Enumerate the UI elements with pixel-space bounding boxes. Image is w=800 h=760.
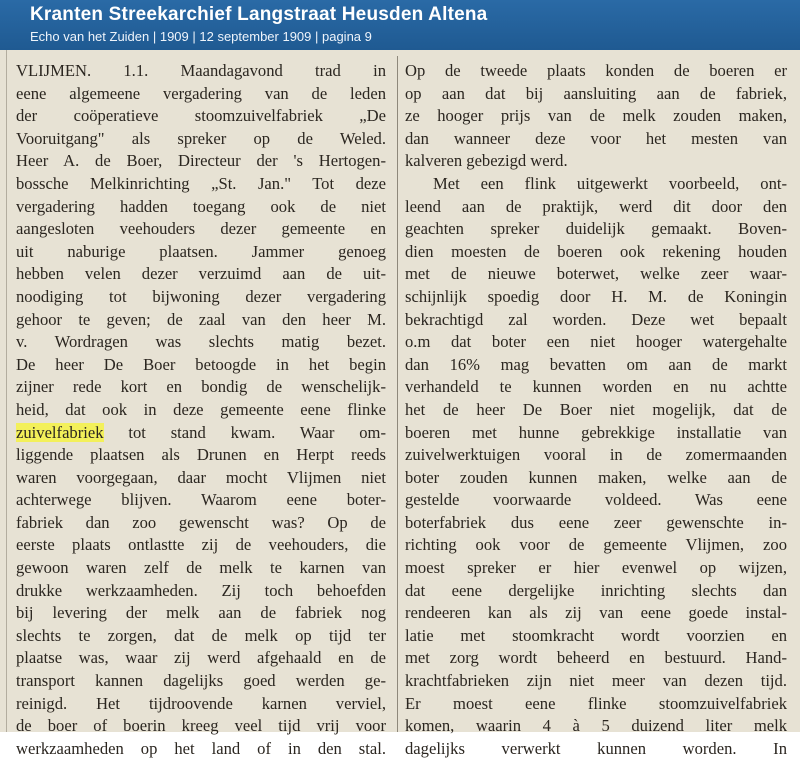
text-line: o.m dat boter een niet hooger watergehalte xyxy=(405,332,787,352)
text-line: boterfabriek dus eene zeer gewenschte in- xyxy=(405,512,787,532)
text-line: Er moest eene flinke stoomzuivelfabriek xyxy=(405,693,787,713)
text-line: moest spreker er hier evenwel op wijzen, xyxy=(405,558,787,578)
text-line: ze hooger prijs van de melk zouden maken, xyxy=(405,106,787,126)
text-line: dan wanneer deze voor het mesten van xyxy=(405,128,787,148)
text-line: kalveren gebezigd werd. xyxy=(405,151,568,171)
text-line: uit naburige plaatsen. Jammer genoeg xyxy=(16,241,386,261)
text-line: heid, dat ook in deze gemeente eene flinke xyxy=(16,399,386,419)
text-line: dagelijks verwerkt kunnen worden. In xyxy=(405,738,787,758)
text-line: Heer A. de Boer, Directeur der 's Hertogen- xyxy=(16,151,386,171)
right-column xyxy=(405,50,787,758)
archive-header xyxy=(0,0,800,50)
left-column xyxy=(16,50,386,758)
text-line: hebben velen dezer verzuimd aan de uit- xyxy=(16,264,386,284)
text-line: eene algemeene vergadering van de leden xyxy=(16,83,386,103)
text-line: verhandeld te kunnen worden en nu achtte xyxy=(405,377,787,397)
text-line: werkzaamheden op het land of in den stal. xyxy=(16,738,386,758)
archive-title[interactable]: Kranten Streekarchief Langstraat Heusden Altena xyxy=(30,4,488,25)
text-line: schijnlijk spoedig door H. M. de Koningin xyxy=(405,286,787,306)
text-line: krachtfabrieken zijn niet meer van dezen tijd. xyxy=(405,671,787,691)
page-edge xyxy=(6,50,7,732)
text-line: geachten spreker duidelijk gemaakt. Boven- xyxy=(405,219,787,239)
text-line: noodiging tot bijwoning dezer vergadering xyxy=(16,286,386,306)
publication-info: Echo van het Zuiden | 1909 | 12 september 1909 | pagina 9 xyxy=(30,29,372,44)
text-line: bossche Melkinrichting „St. Jan." Tot deze xyxy=(16,173,386,193)
text-line: plaatse was, waar zij werd afgehaald en de xyxy=(16,648,386,668)
text-line: achterwege blijven. Waarom eene boter- xyxy=(16,490,386,510)
text-line: drukke werkzaamheden. Zij toch behoefden xyxy=(16,580,386,600)
text-line: aangesloten veehouders dezer gemeente en xyxy=(16,219,386,239)
text-line: Vooruitgang" als spreker op de Weled. xyxy=(16,128,386,148)
text-line: eerste plaats ontlastte zij de veehouders, die xyxy=(16,535,386,555)
text-line: der coöperatieve stoomzuivelfabriek „De xyxy=(16,106,386,126)
search-highlight[interactable]: zuivelfabriek xyxy=(16,422,104,442)
text-line: met de nieuwe boterwet, welke zeer waar- xyxy=(405,264,787,284)
text-line: De heer De Boer betoogde in het begin xyxy=(16,354,386,374)
text-line: boeren met hunne gebrekkige installatie van xyxy=(405,422,787,442)
text-line: Met een flink uitgewerkt voorbeeld, ont- xyxy=(433,173,787,193)
text-line: komen, waarin 4 à 5 duizend liter melk xyxy=(405,716,787,736)
text-line: gewoon waren zelf de melk te karnen van xyxy=(16,558,386,578)
newspaper-scan xyxy=(0,50,800,758)
text-line: leend aan de praktijk, werd dit door den xyxy=(405,196,787,216)
text-line: zuivelwerktuigen vooral in de zomermaanden xyxy=(405,445,787,465)
text-line: gehoor te geven; de zaal van den heer M. xyxy=(16,309,386,329)
text-line: bij levering der melk aan de fabriek nog xyxy=(16,603,386,623)
text-line: rendeeren kan als zij van eene goede instal- xyxy=(405,603,787,623)
text-line: slechts te zorgen, dat de melk op tijd ter xyxy=(16,625,386,645)
text-line: dan 16% mag bevatten om aan de markt xyxy=(405,354,787,374)
text-line: richting ook voor de gemeente Vlijmen, zoo xyxy=(405,535,787,555)
text-line: Op de tweede plaats konden de boeren er xyxy=(405,61,787,80)
text-line: het de heer De Boer niet mogelijk, dat de xyxy=(405,399,787,419)
text-line: dat eene dergelijke inrichting slechts dan xyxy=(405,580,787,600)
highlighted-line xyxy=(16,422,386,445)
text-line: dien moesten de boeren ook rekening houden xyxy=(405,241,787,261)
text-line: met zorg wordt beheerd en bestuurd. Hand- xyxy=(405,648,787,668)
text-line: v. Wordragen was slechts matig bezet. xyxy=(16,332,386,352)
text-line: waren voorgegaan, daar mocht Vlijmen niet xyxy=(16,467,386,487)
text-line: transport kannen dagelijks goed werden ge- xyxy=(16,671,386,691)
text-line: reinigd. Het tijdroovende karnen verviel, xyxy=(16,693,386,713)
text-line: gestelde voorwaarde voldeed. Was eene xyxy=(405,490,787,510)
text-line: de boer of boerin kreeg veel tijd vrij voor xyxy=(16,716,386,736)
text-line: op aan dat bij aansluiting aan de fabriek, xyxy=(405,83,787,103)
text-line: VLIJMEN. 1.1. Maandagavond trad in xyxy=(16,61,386,80)
text-line: vergadering hadden toegang ook de niet xyxy=(16,196,386,216)
text-line: boter zouden kunnen maken, welke aan de xyxy=(405,467,787,487)
text-line: liggende plaatsen als Drunen en Herpt reeds xyxy=(16,445,386,465)
text-fragment: tot stand kwam. Waar om- xyxy=(103,422,386,442)
text-line: latie met stoomkracht wordt voorzien en xyxy=(405,625,787,645)
text-line: bekrachtigd zal worden. Deze wet bepaalt xyxy=(405,309,787,329)
text-line: zijner rede kort en bondig de wenschelijk- xyxy=(16,377,386,397)
text-line: fabriek dan zoo gewenscht was? Op de xyxy=(16,512,386,532)
column-divider xyxy=(397,56,398,732)
